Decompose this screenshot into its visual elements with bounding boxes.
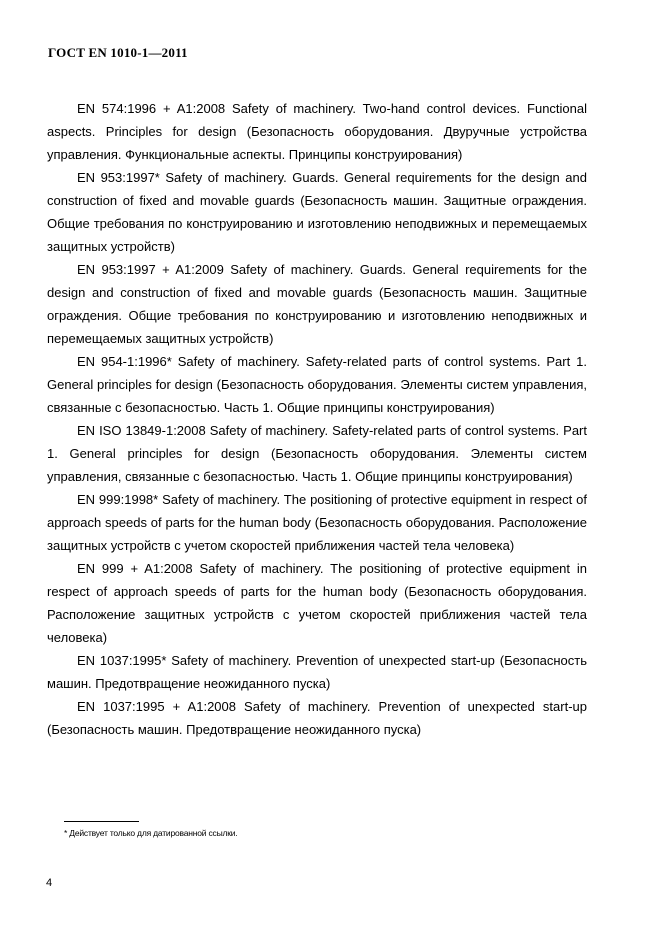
footnote: * Действует только для датированной ссылки.: [64, 828, 238, 838]
page-number: 4: [46, 877, 53, 889]
document-header: ГОСТ EN 1010-1—2011: [48, 45, 188, 60]
reference-en-1037-a1: EN 1037:1995 + A1:2008 Safety of machinery. Prevention of unexpected start-up (Безопасность машин. Предотвращение неожиданного пуска): [47, 699, 587, 737]
normative-references-list: [47, 97, 587, 741]
reference-en-574-a1: EN 574:1996 + A1:2008 Safety of machinery. Two-hand control devices. Functional aspects. Principles for design (Безопасность оборудования. Двуручные устройства управления. Функциональные аспекты. Принципы конструирования): [47, 101, 587, 162]
reference-en-999-a1: EN 999 + A1:2008 Safety of machinery. The positioning of protective equipment in respect of approach speeds of parts for the human body (Безопасность оборудования. Расположение защитных устройств с учетом скоростей приближения частей тела человека): [47, 561, 587, 645]
reference-en-iso-13849-1: EN ISO 13849-1:2008 Safety of machinery. Safety-related parts of control systems. Part 1. General principles for design (Безопасность оборудования. Элементы систем управления, связанные с безопасностью. Часть 1. Общие принципы конструирования): [47, 423, 587, 484]
footnote-divider: [64, 821, 139, 822]
reference-en-999: EN 999:1998* Safety of machinery. The positioning of protective equipment in respect of approach speeds of parts for the human body (Безопасность оборудования. Расположение защитных устройств с учетом скоростей приближения частей тела человека): [47, 492, 587, 553]
reference-en-954-1: EN 954-1:1996* Safety of machinery. Safety-related parts of control systems. Part 1. General principles for design (Безопасность оборудования. Элементы систем управления, связанные с безопасностью. Часть 1. Общие принципы конструирования): [47, 354, 587, 415]
reference-en-953: EN 953:1997* Safety of machinery. Guards. General requirements for the design and construction of fixed and movable guards (Безопасность машин. Защитные ограждения. Общие требования по конструированию и изготовлению неподвижных и перемещаемых защитных устройств): [47, 170, 587, 254]
reference-en-1037: EN 1037:1995* Safety of machinery. Prevention of unexpected start-up (Безопасность машин. Предотвращение неожиданного пуска): [47, 653, 587, 691]
reference-en-953-a1: EN 953:1997 + A1:2009 Safety of machinery. Guards. General requirements for the design and construction of fixed and movable guards (Безопасность машин. Защитные ограждения. Общие требования по конструированию и изготовлению неподвижных и перемещаемых защитных устройств): [47, 262, 587, 346]
